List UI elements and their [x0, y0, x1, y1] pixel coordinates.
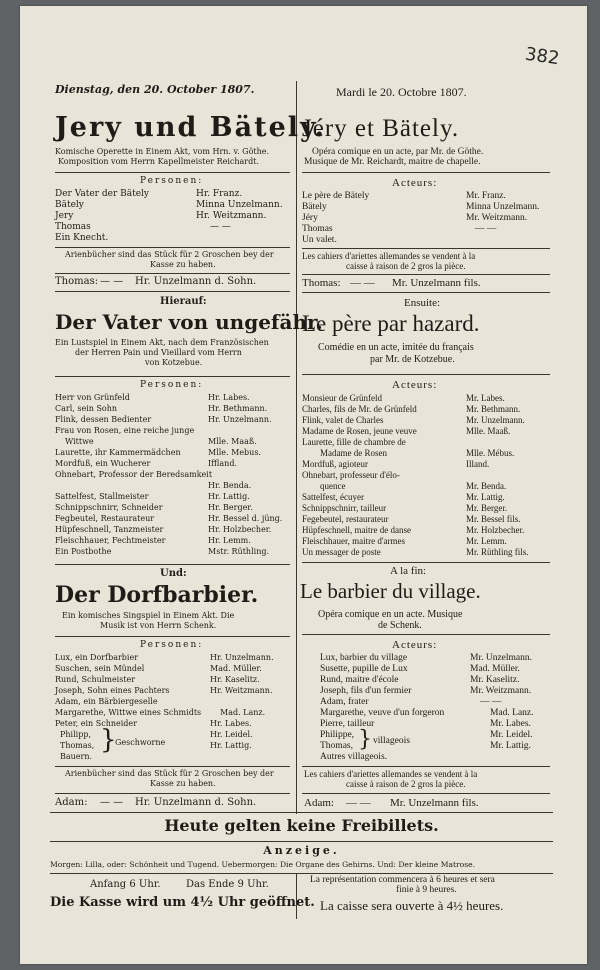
fr-play3-note2: caisse à raison de 2 gros la pièce.: [346, 779, 466, 789]
cast-actor: Mlle. Mebus.: [208, 448, 261, 457]
cast-actor: Hr. Weitzmann.: [210, 686, 273, 695]
fr-rule: [302, 292, 550, 293]
fr-rule: [302, 793, 550, 794]
cast-role: Frau von Rosen, eine reiche junge: [55, 426, 195, 435]
fr-play1-note1: Les cahiers d'ariettes allemandes se vendent à la: [302, 251, 476, 261]
fr-play2-acteurs: Acteurs:: [392, 379, 438, 391]
fr-rule: [302, 374, 550, 375]
cast-role: Wittwe: [65, 437, 94, 446]
fr-play1-sub2: Musique de Mr. Reichardt, maitre de chapelle.: [304, 157, 481, 167]
de-play2-personen: Personen:: [140, 380, 204, 390]
de-play3-footer-role: Adam:: [55, 797, 88, 808]
archive-number: 382: [523, 43, 561, 70]
de-play3-note2: Kasse zu haben.: [150, 779, 216, 788]
fr-date: Mardi le 20. Octobre 1807.: [336, 85, 467, 99]
de-play1-personen: Personen:: [140, 176, 204, 186]
fr-rule: [302, 248, 550, 249]
cast-actor: Hr. Bethmann.: [208, 404, 268, 413]
fr-play2-title: Le père par hazard.: [302, 311, 480, 336]
cast-actor: Mr. Labes.: [490, 719, 531, 729]
anzeige-text: Morgen: Lilla, oder: Schönheit und Tugend. Uebermorgen: Die Organe des Gehirns. Und: Der kleine Matrose.: [50, 860, 476, 869]
cast-actor: Hr. Franz.: [196, 189, 243, 199]
cast-actor: — —: [210, 222, 231, 232]
cast-actor: — —: [480, 697, 502, 707]
cast-role: Fegebeutel, restaurateur: [302, 514, 389, 524]
de-ende: Das Ende 9 Uhr.: [186, 879, 269, 890]
cast-role: Philipp,: [60, 730, 91, 739]
column-divider: [296, 81, 297, 814]
cast-role: quence: [320, 481, 346, 491]
de-play1-sub2: Komposition vom Herrn Kapellmeister Reichardt.: [58, 157, 260, 166]
de-play2-sub3: von Kotzebue.: [145, 358, 203, 367]
cast-role: Le père de Bätely: [302, 191, 370, 201]
cast-actor: Mr. Unzelmann.: [470, 653, 533, 663]
cast-role: Thomas,: [60, 741, 95, 750]
cast-role: Joseph, Sohn eines Pachters: [55, 686, 170, 695]
cast-role: Un valet.: [302, 235, 337, 245]
de-kasse: Die Kasse wird um 4½ Uhr geöffnet.: [50, 895, 315, 910]
cast-role: Hüpfeschnell, Tanzmeister: [55, 525, 164, 534]
cast-actor: Hr. Leidel.: [210, 730, 253, 739]
cast-actor: Minna Unzelmann.: [196, 200, 283, 210]
de-rule: [55, 766, 290, 767]
cast-role: Bätely: [302, 202, 327, 212]
fr-caisse: La caisse sera ouverte à 4½ heures.: [320, 898, 504, 913]
cast-role: Thomas: [55, 222, 91, 232]
cast-role: Margarethe, Wittwe eines Schmidts: [55, 708, 202, 717]
de-play3-personen: Personen:: [140, 640, 204, 650]
cast-role: Rund, maitre d'école: [320, 675, 399, 685]
fr-play3-footer-role: Adam:: [304, 797, 334, 809]
fr-play3-footer-actor: Mr. Unzelmann fils.: [390, 797, 479, 809]
cast-actor: Mr. Lattig.: [466, 492, 505, 502]
fr-play1-footer-role: Thomas:: [302, 277, 341, 289]
cast-role: Sattelfest, écuyer: [302, 492, 364, 502]
fr-representation2: finie à 9 heures.: [396, 885, 457, 895]
de-und: Und:: [160, 568, 187, 579]
cast-role: Mordfuß, ein Wucherer: [55, 459, 151, 468]
cast-role: Sattelfest, Stallmeister: [55, 492, 149, 501]
cast-role: Un messager de poste: [302, 547, 381, 557]
fr-play2-sub1: Comédie en un acte, imitée du français: [318, 342, 474, 353]
cast-role: Pierre, tailleur: [320, 719, 375, 729]
rule: [50, 812, 553, 813]
fr-rule: [302, 562, 550, 563]
cast-actor: Hr. Lattig.: [210, 741, 252, 750]
fr-play3-note1: Les cahiers d'ariettes allemandes se vendent à la: [304, 769, 478, 779]
no-free-tickets-notice: Heute gelten keine Freibillets.: [164, 816, 439, 835]
cast-actor: Hr. Unzelmann.: [208, 415, 272, 424]
cast-role: Jery: [55, 211, 74, 221]
cast-actor: Mr. Berger.: [466, 503, 508, 513]
cast-role: Monsieur de Grünfeld: [302, 393, 382, 403]
cast-actor: Hr. Unzelmann.: [210, 653, 274, 662]
de-play3-note1: Arienbücher sind das Stück für 2 Groschen bey der: [65, 769, 274, 778]
cast-role: Fegbeutel, Restaurateur: [55, 514, 155, 523]
de-play1-note1: Arienbücher sind das Stück für 2 Groschen bey der: [65, 250, 274, 259]
cast-role: Jéry: [302, 213, 318, 223]
fr-play1-sub1: Opéra comique en un acte, par Mr. de Göthe.: [312, 147, 484, 157]
de-rule: [55, 291, 290, 292]
cast-actor: Mr. Leidel.: [490, 730, 533, 740]
fr-play1-footer-actor: Mr. Unzelmann fils.: [392, 277, 481, 289]
cast-actor: Illand.: [466, 459, 490, 469]
cast-role: Joseph, fils d'un fermier: [320, 686, 412, 696]
cast-role: Bätely: [55, 200, 84, 210]
fr-play1-acteurs: Acteurs:: [392, 177, 438, 189]
de-rule: [55, 273, 290, 274]
cast-role: Flink, dessen Bedienter: [55, 415, 152, 424]
fr-play3-sub1: Opéra comique en un acte. Musique: [318, 609, 463, 620]
rule: [50, 873, 553, 874]
cast-actor: Mad. Lanz.: [490, 708, 534, 718]
cast-role: Madame de Rosen: [320, 448, 387, 458]
cast-role: Ohnebart, Professor der Beredsamkeit: [55, 470, 213, 479]
cast-actor: Mr. Rüthling fils.: [466, 547, 529, 557]
anzeige-title: Anzeige.: [263, 844, 340, 857]
cast-role: Rund, Schulmeister: [55, 675, 136, 684]
cast-role: Bauern.: [60, 752, 93, 761]
cast-actor: Mlle. Maaß.: [208, 437, 257, 446]
cast-role: Der Vater der Bätely: [55, 189, 149, 199]
de-rule: [55, 636, 290, 637]
brace-icon: }: [358, 727, 372, 752]
cast-actor: Mr. Kaselitz.: [470, 675, 520, 685]
cast-actor: Mr. Lemm.: [466, 536, 507, 546]
fr-rule: [302, 172, 550, 173]
cast-actor: Mr. Franz.: [466, 191, 506, 201]
cast-role: Adam, ein Bärbiergeselle: [55, 697, 158, 706]
cast-actor: Mr. Holzbecher.: [466, 525, 525, 535]
cast-actor: Mr. Lattig.: [490, 741, 531, 751]
cast-role: Laurette, fille de chambre de: [302, 437, 406, 447]
cast-actor: Hr. Lemm.: [208, 536, 251, 545]
cast-role: Laurette, ihr Kammermädchen: [55, 448, 181, 457]
de-geschworne: Geschworne: [115, 738, 166, 747]
fr-rule: [302, 274, 550, 275]
fr-rule: [302, 634, 550, 635]
cast-actor: Mlle. Mébus.: [466, 448, 515, 458]
cast-actor: Mr. Weitzmann.: [466, 213, 528, 223]
de-play1-note2: Kasse zu haben.: [150, 260, 216, 269]
de-rule: [55, 247, 290, 248]
cast-actor: Hr. Labes.: [208, 393, 250, 402]
cast-role: Ohnebart, professeur d'élo-: [302, 470, 400, 480]
cast-role: Ein Postbothe: [55, 547, 112, 556]
fr-ensuite: Ensuite:: [404, 297, 441, 309]
cast-actor: Hr. Benda.: [208, 481, 252, 490]
cast-actor: Hr. Bessel d. jüng.: [208, 514, 283, 523]
rule: [50, 841, 553, 842]
playbill-sheet: 382 Dienstag, den 20. October 1807. Jery und Bätely. Komische Operette in Einem Akt, vom Hrn. v. Göthe. Komposition vom Herrn Kapellmeister Reichardt. Personen: Der Vater der Bätely Hr. Franz. Bätely Minna Unzelmann. Jery Hr. Weitzmann. Thomas — — Ein Knecht. Arienbücher sind das Stück für 2 Groschen bey der Kasse zu haben. Thomas: — — Hr. Unzelmann d. Sohn. Hierauf: Der Vater von ungefähr. Ein Lustspiel in Einem Akt, nach dem Französischen der Herren Pain und Vieillard vom Herrn von Kotzebue. Personen: Herr von Grünfeld Hr. Labes. Carl, sein Sohn Hr. Bethmann. Flink, dessen Bedienter Hr. Unzelmann. Frau von Rosen, eine reiche junge Wittwe Mlle. Maaß. Laurette, ihr Kammermädchen Mlle. Mebus. Mordfuß, ein Wucherer Iffland. Ohnebart, Professor der Beredsamkeit Hr. Benda. Sattelfest, Stallmeister Hr. Lattig. Schnippschnirr, Schneider Hr. Berger. Fegbeutel, Restaurateur Hr. Bessel d. jüng. Hüpfeschnell, Tanzmeister Hr. Holzbecher. Fleischhauer, Fechtmeister Hr. Lemm. Ein Postbothe Mstr. Rüthling. Und: Der Dorfbarbier. Ein komisches Singspiel in Einem Akt. Die Musik ist von Herrn Schenk. Personen: Lux, ein Dorfbarbier Hr. Unzelmann. Suschen, sein Mündel Mad. Müller. Rund, Schulmeister Hr. Kaselitz. Joseph, Sohn eines Pachters Hr. Weitzmann. Adam, ein Bärbiergeselle Margarethe, Wittwe eines Schmidts Mad. Lanz. Peter, ein Schneider Hr. Labes. Philipp, Hr. Leidel. Thomas, Hr. Lattig. Bauern. } Geschworne Arienbücher sind das Stück für 2 Groschen bey der Kasse zu haben. Adam: — — Hr. Unzelmann d. Sohn. Mardi le 20. Octobre 1807. Jéry et Bätely. Opéra comique en un acte, par Mr. de Göthe. Musique de Mr. Reichardt, maitre de chapelle. Acteurs: Le père de Bätely Mr. Franz. Bätely Minna Unzelmann. Jéry Mr. Weitzmann. Thomas — — Un valet. Les cahiers d'ariettes allemandes se vendent à la caisse à raison de 2 gros la pièce. Thomas: — — Mr. Unzelmann fils. Ensuite: Le père par hazard. Comédie en un acte, imitée du français par Mr. de Kotzebue. Acteurs: Monsieur de Grünfeld Mr. Labes. Charles, fils de Mr. de Grünfeld Mr. Bethmann. Flink, valet de Charles Mr. Unzelmann. Madame de Rosen, jeune veuve Mlle. Maaß. Laurette, fille de chambre de Madame de Rosen Mlle. Mébus. Mordfuß, agioteur Illand. Ohnebart, professeur d'élo- quence Mr. Benda. Sattelfest, écuyer Mr. Lattig. Schnippschnirr, tailleur Mr. Berger. Fegebeutel, restaurateur Mr. Bessel fils. Hüpfeschnell, maitre de danse Mr. Holzbecher. Fleischhauer, maitre d'armes Mr. Lemm. Un messager de poste Mr. Rüthling fils. A la fin: Le barbier du village. Opéra comique en un acte. Musique de Schenk. Acteurs: Lux, barbier du village Mr. Unzelmann. Susette, pupille de Lux Mad. Müller. Rund, maitre d'école Mr. Kaselitz. Joseph, fils d'un fermier Mr. Weitzmann. Adam, frater — — Margarethe, veuve d'un forgeron Mad. Lanz. Pierre, tailleur Mr. Labes. Philippe, Mr. Leidel. Thomas, Mr. Lattig. Autres villageois. } villageois Les cahiers d'ariettes allemandes se vendent à la caisse à raison de 2 gros la pièce. Adam: — — Mr. Unzelmann fils. Heute gelten keine Freibillets. Anzeige. Morgen: Lilla, oder: Schönheit und Tugend. Uebermorgen: Die Organe des Gehirns. Und: Der kleine Matrose. Anfang 6 Uhr. Das Ende 9 Uhr. Die Kasse wird um 4½ Uhr geöffnet. La représentation commencera à 6 heures et sera finie à 9 heures. La caisse sera ouverte à 4½ heures.: [20, 6, 587, 964]
cast-actor: Iffland.: [208, 459, 237, 468]
de-play2-sub2: der Herren Pain und Vieillard vom Herrn: [75, 348, 242, 357]
cast-role: Schnippschnirr, tailleur: [302, 503, 387, 513]
brace-icon: }: [100, 725, 117, 755]
cast-actor: Mr. Unzelmann.: [466, 415, 525, 425]
de-play3-sub2: Musik ist von Herrn Schenk.: [100, 621, 217, 630]
cast-actor: Mr. Benda.: [466, 481, 507, 491]
de-play2-sub1: Ein Lustspiel in Einem Akt, nach dem Französischen: [55, 338, 269, 347]
cast-actor: Hr. Holzbecher.: [208, 525, 272, 534]
cast-actor: Hr. Berger.: [208, 503, 253, 512]
cast-actor: Mad. Müller.: [470, 664, 520, 674]
cast-actor: Hr. Kaselitz.: [210, 675, 260, 684]
cast-role: Mordfuß, agioteur: [302, 459, 368, 469]
cast-actor: Hr. Labes.: [210, 719, 252, 728]
de-play3-footer-actor: Hr. Unzelmann d. Sohn.: [135, 797, 257, 808]
cast-role: Thomas: [302, 224, 333, 234]
cast-role: Herr von Grünfeld: [55, 393, 130, 402]
de-date: Dienstag, den 20. October 1807.: [55, 83, 255, 96]
de-hierauf: Hierauf:: [160, 296, 207, 307]
fr-play1-note2: caisse à raison de 2 gros la pièce.: [346, 261, 466, 271]
fr-play2-sub2: par Mr. de Kotzebue.: [370, 354, 455, 365]
fr-representation1: La représentation commencera à 6 heures et sera: [310, 875, 495, 885]
fr-play3-acteurs: Acteurs:: [392, 639, 438, 651]
cast-actor: Mstr. Rüthling.: [208, 547, 270, 556]
de-play1-title: Jery und Bätely.: [55, 112, 327, 143]
cast-actor: Mad. Lanz.: [220, 708, 266, 717]
cast-role: Suschen, sein Mündel: [55, 664, 145, 673]
cast-role: Hüpfeschnell, maitre de danse: [302, 525, 411, 535]
cast-role: Lux, barbier du village: [320, 653, 408, 663]
cast-role: Carl, sein Sohn: [55, 404, 118, 413]
cast-role: Autres villageois.: [320, 752, 388, 762]
cast-actor: Mad. Müller.: [210, 664, 262, 673]
cast-actor: — —: [475, 224, 497, 234]
de-play1-sub1: Komische Operette in Einem Akt, vom Hrn. v. Göthe.: [55, 147, 270, 156]
cast-actor: Mr. Weitzmann.: [470, 686, 532, 696]
de-play2-title: Der Vater von ungefähr.: [55, 310, 323, 334]
cast-role: Fleischhauer, maitre d'armes: [302, 536, 405, 546]
cast-actor: Mr. Bessel fils.: [466, 514, 521, 524]
cast-role: Fleischhauer, Fechtmeister: [55, 536, 166, 545]
fr-villageois: villageois: [373, 736, 410, 746]
fr-rule: [302, 766, 550, 767]
de-rule: [55, 564, 290, 565]
de-play3-title: Der Dorfbarbier.: [55, 582, 259, 608]
de-rule: [55, 172, 290, 173]
cast-role: Margarethe, veuve d'un forgeron: [320, 708, 445, 718]
de-anfang: Anfang 6 Uhr.: [90, 879, 161, 890]
fr-enfin: A la fin:: [390, 565, 427, 577]
cast-role: Susette, pupille de Lux: [320, 664, 408, 674]
cast-role: Ein Knecht.: [55, 233, 109, 243]
de-rule: [55, 376, 290, 377]
fr-play1-title: Jéry et Bätely.: [302, 115, 460, 142]
fr-play3-title: Le barbier du village.: [300, 579, 481, 603]
cast-role: Madame de Rosen, jeune veuve: [302, 426, 417, 436]
cast-role: Charles, fils de Mr. de Grünfeld: [302, 404, 417, 414]
cast-actor: Mr. Labes.: [466, 393, 505, 403]
de-rule: [55, 793, 290, 794]
cast-role: Flink, valet de Charles: [302, 415, 384, 425]
cast-actor: Minna Unzelmann.: [466, 202, 540, 212]
de-play1-footer-role: Thomas:: [55, 276, 99, 287]
cast-role: Thomas,: [320, 741, 353, 751]
cast-actor: Mr. Bethmann.: [466, 404, 521, 414]
fr-play3-sub2: de Schenk.: [378, 620, 422, 631]
cast-actor: Hr. Weitzmann.: [196, 211, 267, 221]
cast-actor: Hr. Lattig.: [208, 492, 250, 501]
cast-role: Peter, ein Schneider: [55, 719, 137, 728]
cast-actor: Mlle. Maaß.: [466, 426, 511, 436]
de-play3-sub1: Ein komisches Singspiel in Einem Akt. Die: [62, 611, 235, 620]
cast-role: Schnippschnirr, Schneider: [55, 503, 163, 512]
cast-role: Lux, ein Dorfbarbier: [55, 653, 139, 662]
cast-role: Philippe,: [320, 730, 355, 740]
cast-role: Adam, frater: [320, 697, 369, 707]
de-play1-footer-actor: Hr. Unzelmann d. Sohn.: [135, 276, 257, 287]
